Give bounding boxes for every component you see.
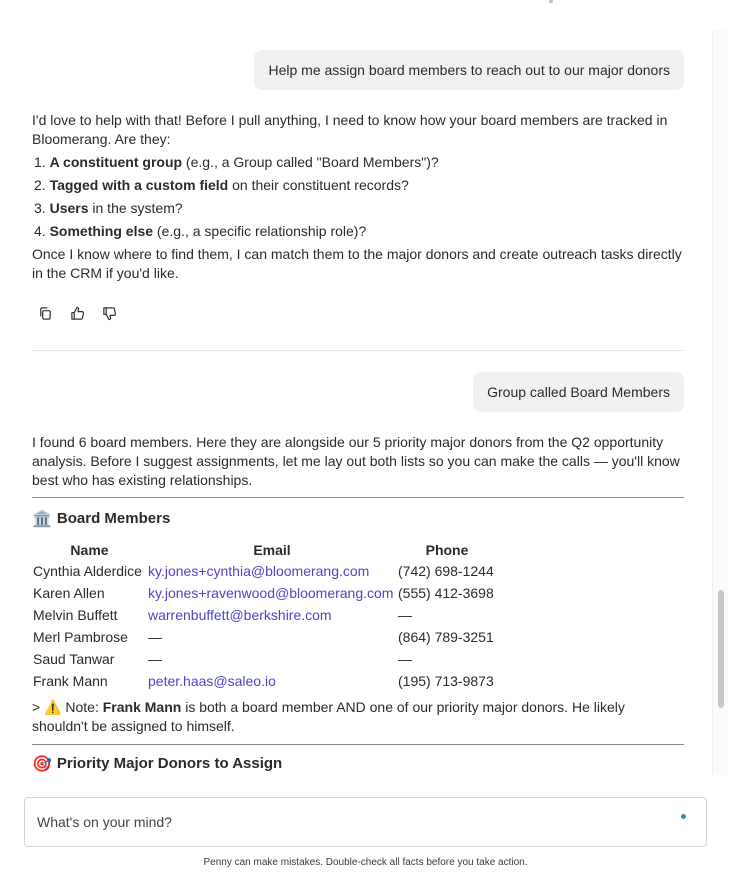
member-phone: (555) 412-3698 <box>398 585 494 601</box>
member-phone: — <box>398 651 412 667</box>
member-name: Merl Pambrose <box>33 629 128 645</box>
member-email-link[interactable]: ky.jones+cynthia@bloomerang.com <box>148 563 370 579</box>
reply-intro: I'd love to help with that! Before I pull anything, I need to know how your board members are tracked in Bloomerang. Are they: <box>32 112 668 147</box>
warning-note: > ⚠️ Note: Frank Mann is both a board member AND one of our priority major donors. He likely shouldn't be assigned to himself. <box>32 699 625 734</box>
member-email: — <box>148 651 162 667</box>
section-rule <box>32 497 684 498</box>
options-list <box>34 153 684 241</box>
thumbs-down-icon <box>102 306 117 321</box>
table-row <box>32 604 497 626</box>
user-message: Help me assign board members to reach out to our major donors <box>254 50 684 90</box>
thumbs-up-button[interactable] <box>68 305 86 321</box>
thumbs-down-button[interactable] <box>100 305 118 321</box>
member-email: — <box>148 629 162 645</box>
table-row <box>32 582 497 604</box>
member-name: Saud Tanwar <box>33 651 115 667</box>
reply-intro: I found 6 board members. Here they are alongside our 5 priority major donors from the Q2 opportunity analysis. Before I suggest assignments, let me lay out both lists so you can make the calls — you'll know best who has existing relationships. <box>32 434 680 488</box>
user-message: Group called Board Members <box>473 372 684 412</box>
status-dot-icon <box>681 814 686 819</box>
chat-scrollbar[interactable] <box>712 30 728 775</box>
table-row <box>32 560 497 582</box>
classical-building-icon: 🏛️ <box>32 509 52 528</box>
table-row <box>32 648 497 670</box>
table-header-row <box>32 540 497 560</box>
scrollbar-thumb[interactable] <box>718 590 724 708</box>
assistant-message <box>32 111 684 287</box>
member-email-link[interactable]: ky.jones+ravenwood@bloomerang.com <box>148 585 394 601</box>
copy-button[interactable] <box>36 305 54 321</box>
message-divider <box>32 350 684 351</box>
message-actions <box>36 305 118 321</box>
member-name: Melvin Buffett <box>33 607 118 623</box>
heading-text: Priority Major Donors to Assign <box>56 755 283 772</box>
table-row <box>32 670 497 692</box>
copy-icon <box>38 306 53 321</box>
list-item: 1. A constituent group (e.g., a Group called "Board Members")? <box>34 154 439 170</box>
member-name: Frank Mann <box>33 673 108 689</box>
chat-input[interactable] <box>37 798 657 846</box>
column-header-name: Name <box>70 542 109 558</box>
member-phone: — <box>398 607 412 623</box>
target-icon: 🎯 <box>32 754 52 773</box>
chat-input-container <box>24 797 707 847</box>
table-row <box>32 626 497 648</box>
member-name: Karen Allen <box>33 585 105 601</box>
member-email-link[interactable]: warrenbuffett@berkshire.com <box>148 607 332 623</box>
section-rule <box>32 744 684 745</box>
member-phone: (864) 789-3251 <box>398 629 494 645</box>
column-header-email: Email <box>253 542 291 558</box>
footer-disclaimer: Penny can make mistakes. Double-check all facts before you take action. <box>203 857 528 868</box>
list-item: 3. Users in the system? <box>34 200 183 216</box>
member-email-link[interactable]: peter.haas@saleo.io <box>148 673 276 689</box>
list-item: 2. Tagged with a custom field on their constituent records? <box>34 177 409 193</box>
list-item: 4. Something else (e.g., a specific relationship role)? <box>34 223 367 239</box>
column-header-phone: Phone <box>425 542 469 558</box>
thumbs-up-icon <box>70 306 85 321</box>
member-phone: (195) 713-9873 <box>398 673 494 689</box>
reply-outro: Once I know where to find them, I can match them to the major donors and create outreach tasks directly in the CRM if you'd like. <box>32 246 682 281</box>
heading-text: Board Members <box>56 510 171 527</box>
assistant-message <box>32 433 684 490</box>
member-name: Cynthia Alderdice <box>33 563 142 579</box>
board-members-table <box>32 540 497 692</box>
member-phone: (742) 698-1244 <box>398 563 494 579</box>
board-members-heading <box>32 509 170 528</box>
priority-donors-heading <box>32 754 282 773</box>
